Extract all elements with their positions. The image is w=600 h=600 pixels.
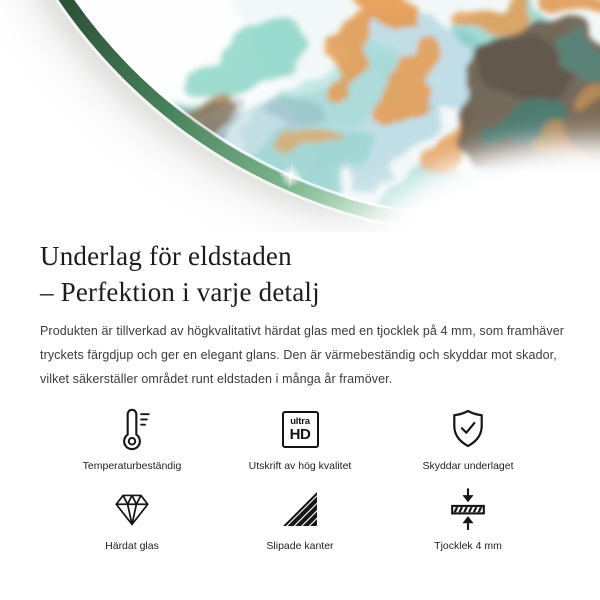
feature-label: Utskrift av hög kvalitet bbox=[248, 460, 352, 472]
ultra-hd-icon-text-top: ultra bbox=[290, 415, 310, 427]
feature-label: Skyddar underlaget bbox=[422, 460, 514, 472]
product-photo bbox=[0, 0, 600, 232]
feature-label: Tjocklek 4 mm bbox=[434, 540, 502, 552]
shield-check-icon bbox=[445, 406, 491, 452]
page-title-line2: – Perfektion i varje detalj bbox=[40, 277, 320, 307]
ultra-hd-icon bbox=[282, 406, 319, 452]
description-line: vilket säkerställer området runt eldstaden i många år framöver. bbox=[40, 372, 393, 386]
feature-label: Temperaturbeständig bbox=[82, 460, 182, 472]
beveled-edges-icon bbox=[278, 486, 322, 532]
feature-thickness bbox=[384, 486, 552, 552]
page-title-line1: Underlag för eldstaden bbox=[40, 241, 292, 271]
glass-panel-image bbox=[0, 0, 600, 232]
thermometer-icon bbox=[109, 406, 155, 452]
diamond-icon bbox=[110, 486, 154, 532]
description-line: tryckets färgdjup och ger en elegant glans. Den är värmebeständig och skyddar mot skador, bbox=[40, 348, 557, 362]
feature-temperature-resistant bbox=[48, 406, 216, 472]
thickness-compress-icon bbox=[445, 486, 491, 532]
feature-tempered-glass bbox=[48, 486, 216, 552]
feature-polished-edges bbox=[216, 486, 384, 552]
product-description bbox=[40, 319, 565, 391]
feature-label: Slipade kanter bbox=[266, 540, 334, 552]
description-line: Produkten är tillverkad av högkvalitativt härdat glas med en tjocklek på 4 mm, som framhäver bbox=[40, 324, 565, 338]
feature-protects-surface bbox=[384, 406, 552, 472]
ultra-hd-icon-text-bottom: HD bbox=[289, 425, 311, 443]
feature-grid bbox=[40, 406, 560, 552]
page-title bbox=[40, 238, 560, 310]
feature-high-quality-print bbox=[216, 406, 384, 472]
feature-label: Härdat glas bbox=[105, 540, 159, 552]
product-info-section bbox=[0, 238, 600, 552]
